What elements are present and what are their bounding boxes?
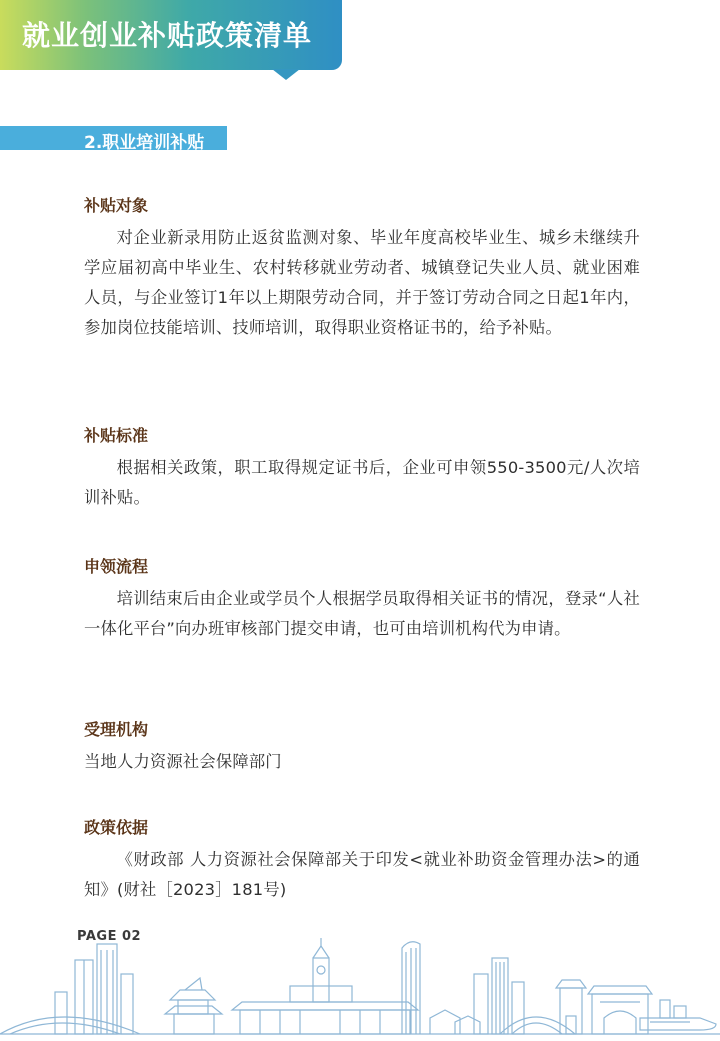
heading-subsidy-standard: 补贴标准	[84, 426, 149, 445]
text-application-process: 培训结束后由企业或学员个人根据学员取得相关证书的情况，登录“人社一体化平台”向办班审核部门提交申请，也可由培训机构代为申请。	[84, 589, 640, 638]
heading-policy-basis: 政策依据	[84, 818, 149, 837]
heading-subsidy-target: 补贴对象	[84, 196, 149, 215]
page-number: PAGE 02	[77, 929, 142, 944]
section-label: 2.职业培训补贴	[84, 133, 205, 153]
text-subsidy-standard: 根据相关政策，职工取得规定证书后，企业可申领550-3500元/人次培训补贴。	[84, 458, 640, 507]
banner-notch	[272, 69, 300, 80]
block-subsidy-standard	[84, 425, 640, 513]
block-accepting-agency	[84, 719, 640, 777]
text-subsidy-target: 对企业新录用防止返贫监测对象、毕业年度高校毕业生、城乡未继续升学应届初高中毕业生、农村转移就业劳动者、城镇登记失业人员、就业困难人员，与企业签订1年以上期限劳动合同，并于签订劳动合同之日起1年内，参加岗位技能培训、技师培训，取得职业资格证书的，给予补贴。	[84, 228, 640, 337]
page-title: 就业创业补贴政策清单	[22, 19, 313, 52]
city-skyline-illustration	[0, 930, 720, 1041]
heading-accepting-agency: 受理机构	[84, 720, 149, 739]
text-policy-basis: 《财政部 人力资源社会保障部关于印发<就业补助资金管理办法>的通知》(财社［2023］181号)	[84, 850, 640, 899]
block-application-process	[84, 556, 640, 644]
block-policy-basis	[84, 817, 640, 905]
block-subsidy-target	[84, 195, 640, 343]
text-accepting-agency: 当地人力资源社会保障部门	[84, 752, 282, 771]
heading-application-process: 申领流程	[84, 557, 149, 576]
